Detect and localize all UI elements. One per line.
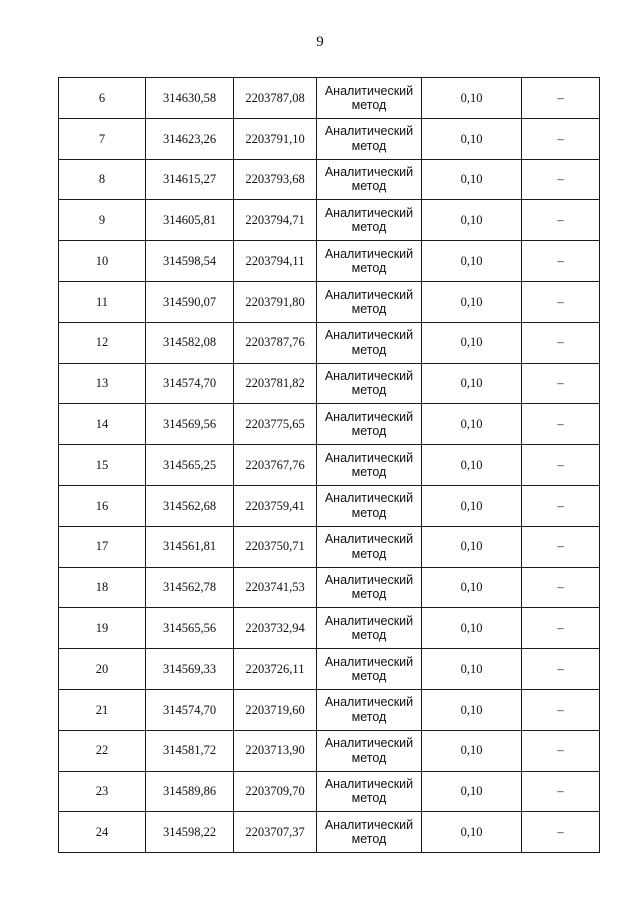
accuracy-cell: 0,10 [422,118,522,159]
x-coordinate-cell: 314615,27 [146,159,234,200]
method-line-1: Аналитический [324,83,414,98]
x-coordinate-cell: 314582,08 [146,322,234,363]
table-row [59,159,600,200]
note-cell: – [522,281,600,322]
table-row [59,404,600,445]
method-line-1: Аналитический [324,165,414,180]
method-cell [317,526,422,567]
point-number-cell: 18 [59,567,146,608]
accuracy-cell: 0,10 [422,404,522,445]
accuracy-cell: 0,10 [422,200,522,241]
method-cell [317,812,422,853]
method-line-1: Аналитический [324,409,414,424]
method-line-1: Аналитический [324,613,414,628]
note-cell: – [522,730,600,771]
table-row [59,78,600,119]
method-line-1: Аналитический [324,246,414,261]
note-cell: – [522,812,600,853]
method-line-2: метод [351,628,387,643]
method-line-2: метод [351,832,387,847]
note-cell: – [522,485,600,526]
method-cell [317,404,422,445]
y-coordinate-cell: 2203713,90 [234,730,317,771]
note-cell: – [522,363,600,404]
point-number-cell: 16 [59,485,146,526]
point-number-cell: 23 [59,771,146,812]
note-cell: – [522,567,600,608]
point-number-cell: 6 [59,78,146,119]
point-number-cell: 22 [59,730,146,771]
method-cell [317,322,422,363]
y-coordinate-cell: 2203787,76 [234,322,317,363]
table-row [59,649,600,690]
method-line-1: Аналитический [324,369,414,384]
point-number-cell: 14 [59,404,146,445]
method-line-1: Аналитический [324,573,414,588]
coordinates-table-body [59,78,600,853]
table-row [59,485,600,526]
method-cell [317,78,422,119]
point-number-cell: 9 [59,200,146,241]
y-coordinate-cell: 2203719,60 [234,689,317,730]
method-line-2: метод [351,669,387,684]
method-line-2: метод [351,97,387,112]
accuracy-cell: 0,10 [422,322,522,363]
x-coordinate-cell: 314574,70 [146,689,234,730]
method-cell [317,241,422,282]
x-coordinate-cell: 314598,54 [146,241,234,282]
accuracy-cell: 0,10 [422,649,522,690]
method-cell [317,485,422,526]
point-number-cell: 10 [59,241,146,282]
method-line-2: метод [351,505,387,520]
point-number-cell: 15 [59,445,146,486]
accuracy-cell: 0,10 [422,608,522,649]
point-number-cell: 24 [59,812,146,853]
y-coordinate-cell: 2203709,70 [234,771,317,812]
method-cell [317,281,422,322]
method-line-2: метод [351,424,387,439]
y-coordinate-cell: 2203732,94 [234,608,317,649]
note-cell: – [522,689,600,730]
method-line-1: Аналитический [324,287,414,302]
accuracy-cell: 0,10 [422,812,522,853]
method-line-2: метод [351,709,387,724]
accuracy-cell: 0,10 [422,445,522,486]
x-coordinate-cell: 314605,81 [146,200,234,241]
note-cell: – [522,241,600,282]
method-cell [317,363,422,404]
accuracy-cell: 0,10 [422,159,522,200]
method-line-2: метод [351,342,387,357]
table-row [59,363,600,404]
table-row [59,281,600,322]
note-cell: – [522,78,600,119]
x-coordinate-cell: 314565,56 [146,608,234,649]
x-coordinate-cell: 314569,56 [146,404,234,445]
method-line-2: метод [351,791,387,806]
accuracy-cell: 0,10 [422,730,522,771]
note-cell: – [522,526,600,567]
x-coordinate-cell: 314623,26 [146,118,234,159]
method-cell [317,771,422,812]
accuracy-cell: 0,10 [422,241,522,282]
note-cell: – [522,608,600,649]
method-cell [317,649,422,690]
method-line-1: Аналитический [324,736,414,751]
table-row [59,241,600,282]
y-coordinate-cell: 2203781,82 [234,363,317,404]
method-line-2: метод [351,383,387,398]
method-line-1: Аналитический [324,205,414,220]
method-line-1: Аналитический [324,532,414,547]
x-coordinate-cell: 314561,81 [146,526,234,567]
method-line-2: метод [351,301,387,316]
method-line-2: метод [351,179,387,194]
point-number-cell: 7 [59,118,146,159]
y-coordinate-cell: 2203791,10 [234,118,317,159]
method-line-2: метод [351,261,387,276]
y-coordinate-cell: 2203726,11 [234,649,317,690]
x-coordinate-cell: 314598,22 [146,812,234,853]
note-cell: – [522,404,600,445]
table-row [59,567,600,608]
method-cell [317,689,422,730]
method-line-2: метод [351,138,387,153]
table-row [59,812,600,853]
y-coordinate-cell: 2203759,41 [234,485,317,526]
x-coordinate-cell: 314589,86 [146,771,234,812]
note-cell: – [522,200,600,241]
x-coordinate-cell: 314569,33 [146,649,234,690]
table-row [59,608,600,649]
table-row [59,689,600,730]
note-cell: – [522,445,600,486]
y-coordinate-cell: 2203794,71 [234,200,317,241]
coordinates-table [58,77,600,853]
point-number-cell: 12 [59,322,146,363]
method-cell [317,200,422,241]
y-coordinate-cell: 2203767,76 [234,445,317,486]
point-number-cell: 21 [59,689,146,730]
method-cell [317,608,422,649]
y-coordinate-cell: 2203793,68 [234,159,317,200]
table-row [59,200,600,241]
method-line-1: Аналитический [324,124,414,139]
table-row [59,118,600,159]
note-cell: – [522,322,600,363]
method-line-1: Аналитический [324,817,414,832]
y-coordinate-cell: 2203741,53 [234,567,317,608]
accuracy-cell: 0,10 [422,485,522,526]
y-coordinate-cell: 2203775,65 [234,404,317,445]
method-cell [317,567,422,608]
method-line-1: Аналитический [324,328,414,343]
table-row [59,771,600,812]
method-line-2: метод [351,587,387,602]
point-number-cell: 13 [59,363,146,404]
page-number: 9 [316,34,324,50]
accuracy-cell: 0,10 [422,281,522,322]
accuracy-cell: 0,10 [422,363,522,404]
method-cell [317,159,422,200]
method-line-1: Аналитический [324,777,414,792]
method-line-2: метод [351,546,387,561]
method-line-1: Аналитический [324,695,414,710]
point-number-cell: 17 [59,526,146,567]
note-cell: – [522,159,600,200]
accuracy-cell: 0,10 [422,771,522,812]
accuracy-cell: 0,10 [422,689,522,730]
y-coordinate-cell: 2203707,37 [234,812,317,853]
note-cell: – [522,649,600,690]
method-line-1: Аналитический [324,491,414,506]
x-coordinate-cell: 314562,68 [146,485,234,526]
method-cell [317,445,422,486]
method-line-1: Аналитический [324,654,414,669]
accuracy-cell: 0,10 [422,526,522,567]
y-coordinate-cell: 2203794,11 [234,241,317,282]
point-number-cell: 19 [59,608,146,649]
y-coordinate-cell: 2203750,71 [234,526,317,567]
method-line-2: метод [351,750,387,765]
y-coordinate-cell: 2203791,80 [234,281,317,322]
method-line-2: метод [351,220,387,235]
note-cell: – [522,118,600,159]
point-number-cell: 11 [59,281,146,322]
method-cell [317,730,422,771]
y-coordinate-cell: 2203787,08 [234,78,317,119]
method-line-1: Аналитический [324,450,414,465]
x-coordinate-cell: 314565,25 [146,445,234,486]
x-coordinate-cell: 314630,58 [146,78,234,119]
table-row [59,322,600,363]
accuracy-cell: 0,10 [422,567,522,608]
x-coordinate-cell: 314574,70 [146,363,234,404]
point-number-cell: 20 [59,649,146,690]
method-line-2: метод [351,465,387,480]
point-number-cell: 8 [59,159,146,200]
method-cell [317,118,422,159]
table-row [59,526,600,567]
x-coordinate-cell: 314581,72 [146,730,234,771]
table-row [59,445,600,486]
table-row [59,730,600,771]
accuracy-cell: 0,10 [422,78,522,119]
x-coordinate-cell: 314562,78 [146,567,234,608]
note-cell: – [522,771,600,812]
x-coordinate-cell: 314590,07 [146,281,234,322]
